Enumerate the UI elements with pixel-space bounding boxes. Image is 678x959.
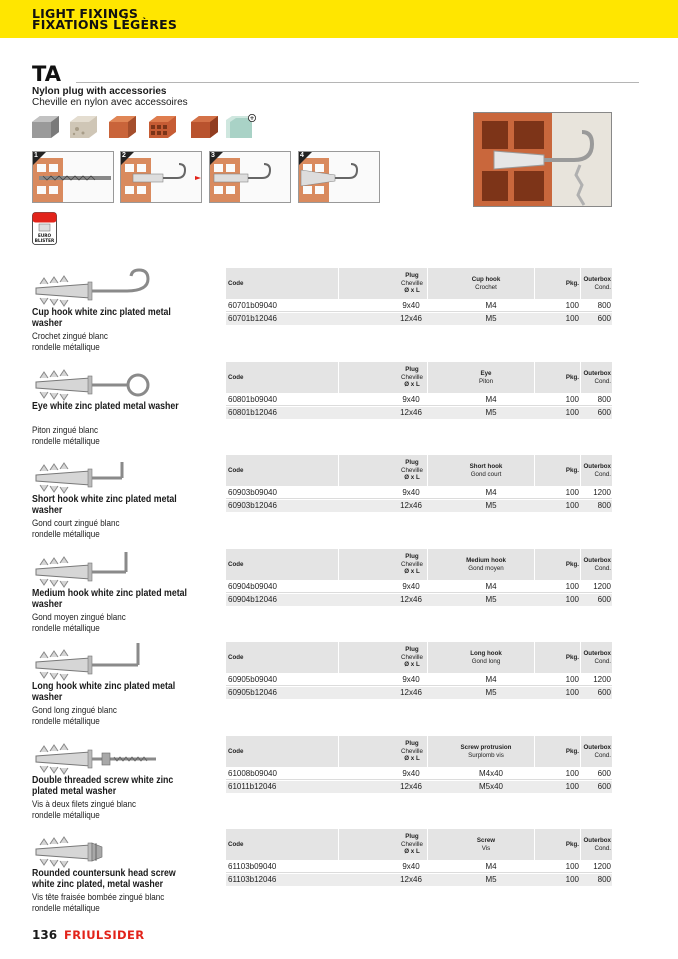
cell-pkg: 100 — [565, 314, 579, 323]
cell-plug: 12x46 — [400, 408, 422, 417]
header-plug — [398, 549, 426, 580]
header-pkg — [561, 736, 579, 767]
header-outerbox — [585, 549, 611, 580]
header-plug-label: Plug — [405, 272, 419, 280]
section-subtitle-fr: Cheville en nylon avec accessoires — [32, 97, 188, 108]
table-row — [226, 407, 612, 419]
header-plug-fr: Cheville — [400, 466, 423, 474]
header-separator — [427, 736, 428, 767]
header-separator — [427, 455, 428, 486]
cell-code: 60903b09040 — [228, 488, 277, 497]
product-name-en: Long hook white zinc plated metal washer — [32, 681, 176, 703]
hollow-brick-material-icon — [149, 114, 176, 139]
product-name-fr-1: Crochet zingué blanc — [32, 331, 108, 342]
table-row — [226, 687, 612, 699]
cell-code: 60904b12046 — [228, 595, 277, 604]
cell-outerbox: 600 — [597, 595, 611, 604]
header-outerbox-fr: Cond. — [594, 470, 611, 478]
header-accessory-label: Short hook — [469, 462, 503, 470]
header-plug-fr: Cheville — [400, 560, 423, 568]
header-plug — [398, 455, 426, 486]
cell-plug: 12x46 — [400, 501, 422, 510]
header-pkg-label: Pkg. — [565, 747, 579, 755]
cell-outerbox: 600 — [597, 408, 611, 417]
cell-pkg: 100 — [565, 782, 579, 791]
header-accessory-fr: Surplomb vis — [468, 751, 504, 759]
cell-accessory: M5 — [485, 408, 497, 417]
table-row — [226, 874, 612, 886]
cell-accessory: M4 — [485, 582, 497, 591]
cell-plug: 12x46 — [400, 314, 422, 323]
header-accessory — [458, 829, 514, 860]
brand-logo: FRIULSIDER — [64, 928, 145, 942]
header-accessory-label: Long hook — [470, 649, 502, 657]
header-outerbox-label: Outerbox — [583, 649, 611, 657]
header-plug — [398, 642, 426, 673]
header-outerbox — [585, 736, 611, 767]
header-separator — [534, 549, 535, 580]
header-separator — [580, 736, 581, 767]
table-row — [226, 394, 612, 406]
header-separator — [427, 549, 428, 580]
header-separator — [338, 455, 339, 486]
cell-pkg: 100 — [565, 395, 579, 404]
header-plug-dims: Ø x L — [404, 848, 420, 856]
header-pkg — [561, 549, 579, 580]
cell-accessory: M5 — [485, 595, 497, 604]
header-plug-dims: Ø x L — [404, 381, 420, 389]
cell-plug: 9x40 — [402, 582, 420, 591]
cell-pkg: 100 — [565, 488, 579, 497]
header-separator — [338, 362, 339, 393]
cell-pkg: 100 — [565, 595, 579, 604]
header-accessory — [458, 642, 514, 673]
solid-brick-material-icon — [109, 114, 136, 139]
product-table-header — [226, 829, 612, 860]
header-plug-fr: Cheville — [400, 279, 423, 287]
header-code-label: Code — [228, 279, 244, 287]
header-accessory-fr: Piton — [478, 377, 494, 385]
header-plug-label: Plug — [405, 833, 419, 841]
header-plug — [398, 829, 426, 860]
header-accessory — [458, 362, 514, 393]
euro-blister-badge — [32, 212, 57, 245]
header-pkg — [561, 642, 579, 673]
header-code-label: Code — [228, 747, 244, 755]
step-number: 4 — [300, 152, 304, 159]
product-name-fr-1: Vis à deux filets zingué blanc — [32, 799, 137, 810]
header-plug-dims: Ø x L — [404, 755, 420, 763]
cell-accessory: M4 — [485, 862, 497, 871]
product-name-en: Rounded countersunk head screw white zinc plated, metal washer — [32, 868, 176, 890]
header-plug-dims: Ø x L — [404, 661, 420, 669]
header-separator — [427, 829, 428, 860]
category-title-en: LIGHT FIXINGS — [32, 6, 139, 21]
svg-text:+: + — [249, 115, 255, 123]
header-accessory — [458, 736, 514, 767]
step-number: 1 — [34, 152, 38, 159]
cell-outerbox: 800 — [597, 395, 611, 404]
cell-plug: 9x40 — [402, 862, 420, 871]
product-name-en: Double threaded screw white zinc plated metal washer — [32, 775, 174, 797]
table-row — [226, 594, 612, 606]
cell-accessory: M5 — [485, 501, 497, 510]
header-code — [228, 549, 243, 580]
header-accessory-label: Eye — [480, 369, 492, 377]
blister-text-line1: EURO — [37, 233, 52, 238]
header-plug-fr: Cheville — [400, 747, 423, 755]
cell-pkg: 100 — [565, 769, 579, 778]
product-table-header — [226, 362, 612, 393]
header-separator — [534, 268, 535, 299]
cell-code: 61011b12046 — [228, 782, 277, 791]
header-outerbox-label: Outerbox — [583, 836, 611, 844]
header-code-label: Code — [228, 560, 244, 568]
header-outerbox-label: Outerbox — [583, 275, 611, 283]
header-pkg-label: Pkg. — [565, 466, 579, 474]
header-outerbox-fr: Cond. — [594, 751, 611, 759]
cell-plug: 12x46 — [400, 688, 422, 697]
header-separator — [427, 362, 428, 393]
header-outerbox — [585, 455, 611, 486]
cell-accessory: M4 — [485, 488, 497, 497]
cell-outerbox: 600 — [597, 769, 611, 778]
cell-outerbox: 600 — [597, 688, 611, 697]
header-plug-label: Plug — [405, 459, 419, 467]
cell-accessory: M4x40 — [478, 769, 503, 778]
product-name-fr-1: Vis tête fraisée bombée zingué blanc — [32, 892, 165, 903]
header-separator — [338, 642, 339, 673]
step-number: 3 — [211, 152, 215, 159]
product-table-header — [226, 549, 612, 580]
product-name-fr-1: Gond long zingué blanc — [32, 705, 117, 716]
header-code — [228, 455, 243, 486]
header-outerbox-label: Outerbox — [583, 462, 611, 470]
cell-accessory: M5 — [485, 314, 497, 323]
header-separator — [534, 362, 535, 393]
header-pkg-label: Pkg. — [565, 653, 579, 661]
product-name-fr-2: rondelle métallique — [32, 529, 100, 540]
table-row — [226, 300, 612, 312]
header-outerbox — [585, 642, 611, 673]
header-separator — [338, 829, 339, 860]
header-code — [228, 829, 243, 860]
product-name-fr-1: Piton zingué blanc — [32, 425, 98, 436]
cell-outerbox: 1200 — [593, 488, 611, 497]
header-separator — [580, 642, 581, 673]
header-plug-fr: Cheville — [400, 653, 423, 661]
header-separator — [338, 549, 339, 580]
cell-pkg: 100 — [565, 301, 579, 310]
header-plug-fr: Cheville — [400, 840, 423, 848]
cell-code: 60903b12046 — [228, 501, 277, 510]
header-plug-label: Plug — [405, 740, 419, 748]
header-pkg-label: Pkg. — [565, 840, 579, 848]
cell-outerbox: 600 — [597, 782, 611, 791]
header-outerbox — [585, 268, 611, 299]
plasterboard-material-icon — [226, 114, 256, 139]
cell-pkg: 100 — [565, 688, 579, 697]
install-step-3-screw — [209, 151, 291, 203]
header-outerbox-fr: Cond. — [594, 283, 611, 291]
header-separator — [427, 268, 428, 299]
header-separator — [580, 549, 581, 580]
product-name-fr-2: rondelle métallique — [32, 903, 100, 914]
header-code — [228, 268, 243, 299]
header-pkg — [561, 829, 579, 860]
install-step-1-drill — [32, 151, 114, 203]
concrete-material-icon — [32, 114, 59, 139]
cell-plug: 9x40 — [402, 675, 420, 684]
page-number: 136 — [32, 928, 58, 942]
cell-accessory: M4 — [485, 675, 497, 684]
product-name-fr-1: Gond moyen zingué blanc — [32, 612, 126, 623]
header-code — [228, 736, 243, 767]
title-divider — [76, 82, 639, 83]
header-separator — [534, 829, 535, 860]
table-row — [226, 781, 612, 793]
header-plug-label: Plug — [405, 646, 419, 654]
cell-accessory: M4 — [485, 395, 497, 404]
header-outerbox — [585, 829, 611, 860]
product-name-en: Eye white zinc plated metal washer — [32, 401, 179, 412]
table-row — [226, 768, 612, 780]
cell-pkg: 100 — [565, 408, 579, 417]
header-accessory-fr: Crochet — [475, 283, 497, 291]
header-separator — [580, 362, 581, 393]
table-row — [226, 674, 612, 686]
cell-code: 60904b09040 — [228, 582, 277, 591]
product-name-fr-2: rondelle métallique — [32, 623, 100, 634]
cell-pkg: 100 — [565, 875, 579, 884]
header-separator — [580, 829, 581, 860]
cell-outerbox: 1200 — [593, 582, 611, 591]
section-subtitle-en: Nylon plug with accessories — [32, 86, 167, 97]
header-separator — [534, 455, 535, 486]
header-code — [228, 362, 243, 393]
header-accessory-fr: Gond court — [470, 470, 502, 478]
cell-accessory: M5x40 — [478, 782, 503, 791]
cell-code: 60701b09040 — [228, 301, 277, 310]
header-outerbox — [585, 362, 611, 393]
cell-accessory: M5 — [485, 875, 497, 884]
header-separator — [338, 268, 339, 299]
cell-plug: 12x46 — [400, 595, 422, 604]
cell-code: 61103b09040 — [228, 862, 277, 871]
header-accessory — [458, 549, 514, 580]
product-name-fr-2: rondelle métallique — [32, 810, 100, 821]
header-code-label: Code — [228, 653, 244, 661]
header-accessory-fr: Vis — [481, 844, 491, 852]
header-pkg-label: Pkg. — [565, 373, 579, 381]
cell-pkg: 100 — [565, 675, 579, 684]
product-name-en: Medium hook white zinc plated metal washer — [32, 588, 188, 610]
header-accessory-label: Cup hook — [471, 275, 501, 283]
header-accessory-label: Medium hook — [466, 556, 506, 564]
cell-plug: 12x46 — [400, 875, 422, 884]
step-number: 2 — [122, 152, 126, 159]
install-step-2-insert — [120, 151, 202, 203]
table-row — [226, 313, 612, 325]
header-outerbox-label: Outerbox — [583, 369, 611, 377]
cell-plug: 9x40 — [402, 488, 420, 497]
header-outerbox-fr: Cond. — [594, 657, 611, 665]
header-code-label: Code — [228, 373, 244, 381]
header-pkg — [561, 362, 579, 393]
cell-code: 60701b12046 — [228, 314, 277, 323]
blister-text-line2: BLISTER — [34, 238, 55, 243]
header-plug-dims: Ø x L — [404, 287, 420, 295]
header-accessory — [458, 268, 514, 299]
cell-code: 60801b09040 — [228, 395, 277, 404]
cell-code: 61008b09040 — [228, 769, 277, 778]
header-accessory-fr: Gond moyen — [468, 564, 504, 572]
cell-outerbox: 800 — [597, 875, 611, 884]
category-title-fr: FIXATIONS LÉGÈRES — [32, 17, 178, 32]
header-separator — [580, 268, 581, 299]
header-outerbox-fr: Cond. — [594, 844, 611, 852]
header-pkg — [561, 268, 579, 299]
product-table-header — [226, 268, 612, 299]
cell-plug: 9x40 — [402, 395, 420, 404]
header-separator — [534, 642, 535, 673]
cell-outerbox: 600 — [597, 314, 611, 323]
header-separator — [580, 455, 581, 486]
table-row — [226, 861, 612, 873]
header-separator — [534, 736, 535, 767]
cell-outerbox: 800 — [597, 501, 611, 510]
header-accessory-label: Screw protrusion — [460, 743, 512, 751]
cell-pkg: 100 — [565, 582, 579, 591]
header-separator — [338, 736, 339, 767]
cell-plug: 9x40 — [402, 769, 420, 778]
header-plug — [398, 362, 426, 393]
header-pkg-label: Pkg. — [565, 279, 579, 287]
perforated-brick-material-icon — [191, 114, 218, 139]
cell-code: 60905b09040 — [228, 675, 277, 684]
product-name-en: Cup hook white zinc plated metal washer — [32, 307, 171, 329]
cell-accessory: M5 — [485, 688, 497, 697]
cell-outerbox: 1200 — [593, 862, 611, 871]
product-table-header — [226, 455, 612, 486]
table-row — [226, 581, 612, 593]
product-name-fr-1: Gond court zingué blanc — [32, 518, 120, 529]
cell-code: 61103b12046 — [228, 875, 277, 884]
header-separator — [427, 642, 428, 673]
header-code-label: Code — [228, 840, 244, 848]
header-accessory-label: Screw — [476, 836, 496, 844]
cell-accessory: M4 — [485, 301, 497, 310]
header-plug-dims: Ø x L — [404, 568, 420, 576]
header-plug-label: Plug — [405, 366, 419, 374]
stone-material-icon — [70, 114, 97, 139]
product-table-header — [226, 736, 612, 767]
header-plug-label: Plug — [405, 553, 419, 561]
header-outerbox-label: Outerbox — [583, 743, 611, 751]
cell-code: 60801b12046 — [228, 408, 277, 417]
header-accessory — [458, 455, 514, 486]
cell-outerbox: 1200 — [593, 675, 611, 684]
header-plug — [398, 268, 426, 299]
header-pkg — [561, 455, 579, 486]
installed-product-photo — [473, 112, 612, 207]
cell-plug: 12x46 — [400, 782, 422, 791]
header-code — [228, 642, 243, 673]
header-plug — [398, 736, 426, 767]
header-pkg-label: Pkg. — [565, 560, 579, 568]
cell-pkg: 100 — [565, 501, 579, 510]
header-plug-fr: Cheville — [400, 373, 423, 381]
table-row — [226, 487, 612, 499]
category-header-bar — [0, 0, 678, 38]
cell-pkg: 100 — [565, 862, 579, 871]
install-step-4-expanded — [298, 151, 380, 203]
header-outerbox-fr: Cond. — [594, 564, 611, 572]
cell-outerbox: 800 — [597, 301, 611, 310]
section-title: TA — [32, 62, 61, 86]
cell-code: 60905b12046 — [228, 688, 277, 697]
header-code-label: Code — [228, 466, 244, 474]
product-name-fr-2: rondelle métallique — [32, 342, 100, 353]
cell-plug: 9x40 — [402, 301, 420, 310]
product-name-fr-2: rondelle métallique — [32, 716, 100, 727]
product-name-fr-2: rondelle métallique — [32, 436, 100, 447]
header-accessory-fr: Gond long — [471, 657, 501, 665]
header-outerbox-fr: Cond. — [594, 377, 611, 385]
product-name-en: Short hook white zinc plated metal washer — [32, 494, 177, 516]
product-table-header — [226, 642, 612, 673]
table-row — [226, 500, 612, 512]
header-plug-dims: Ø x L — [404, 474, 420, 482]
header-outerbox-label: Outerbox — [583, 556, 611, 564]
